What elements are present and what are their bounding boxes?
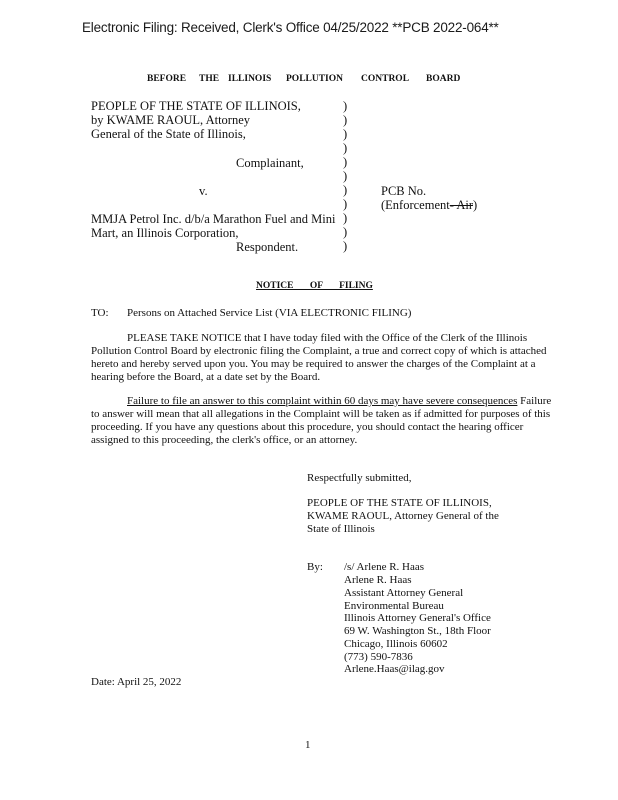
signature-line: 69 W. Washington St., 18th Floor (344, 625, 491, 637)
board-title-word: THE (199, 74, 220, 84)
notice-title: NOTICE OF FILING (256, 281, 373, 291)
plaintiff-line: PEOPLE OF THE STATE OF ILLINOIS, (91, 99, 301, 113)
warning-underlined: Failure to file an answer to this complaint within 60 days may have severe consequences (127, 395, 518, 407)
case-type-suffix: ) (472, 198, 478, 212)
board-title-word: CONTROL (361, 74, 410, 84)
respondent-line: MMJA Petrol Inc. d/b/a Marathon Fuel and Mini (91, 212, 336, 226)
signature-line: Illinois Attorney General's Office (344, 612, 491, 624)
signature-line: (773) 590-7836 (344, 651, 413, 663)
signature-line: Assistant Attorney General (344, 587, 464, 599)
versus-label: v. (199, 184, 208, 198)
caption-bracket: ) ) ) ) ) ) ) ) ) ) ) (343, 99, 348, 253)
submitter-line: State of Illinois (307, 523, 375, 535)
signature-line: Arlene R. Haas (344, 574, 412, 586)
filing-stamp: Electronic Filing: Received, Clerk's Office 04/25/2022 **PCB 2022-064** (82, 20, 499, 35)
date-line: Date: April 25, 2022 (91, 676, 182, 688)
signature-email: Arlene.Haas@ilag.gov (344, 663, 445, 675)
case-number: PCB No. (381, 184, 427, 198)
signature-line: /s/ Arlene R. Haas (344, 561, 425, 573)
to-value: Persons on Attached Service List (VIA ELECTRONIC FILING) (127, 307, 412, 319)
warning-paragraph (91, 395, 561, 447)
warning-text: Failure to answer will mean that all allegations in the Complaint will be taken as if admitted for purposes of this proceeding. If you have any questions about this procedure, you should contact the hearing officer assigned to this proceeding, the clerk's office, or an attorney. (91, 395, 552, 446)
to-label: TO: (91, 307, 109, 319)
respondent-line: Mart, an Illinois Corporation, (91, 226, 239, 240)
board-title-word: ILLINOIS (228, 74, 272, 84)
page-number: 1 (305, 739, 311, 751)
plaintiff-line: by KWAME RAOUL, Attorney (91, 113, 251, 127)
case-type (381, 198, 477, 212)
board-title-word: BOARD (426, 74, 461, 84)
case-type-struck: - Air (449, 198, 473, 212)
by-label: By: (307, 561, 323, 573)
board-title-word: POLLUTION (286, 74, 344, 84)
closing-text: Respectfully submitted, (307, 472, 412, 484)
board-title-word: BEFORE (147, 74, 187, 84)
signature-line: Chicago, Illinois 60602 (344, 638, 448, 650)
submitter-line: PEOPLE OF THE STATE OF ILLINOIS, (307, 497, 492, 509)
notice-paragraph: PLEASE TAKE NOTICE that I have today filed with the Office of the Clerk of the Illinois Pollution Control Board by electronic filing the Complaint, a true and correct copy of which is attached hereto and hereby served upon you. You may be required to answer the charges of the Complaint at a hearing before the Board, at a date set by the Board. (91, 332, 547, 383)
complainant-label: Complainant, (236, 156, 304, 170)
respondent-label: Respondent. (236, 240, 299, 254)
signature-line: Environmental Bureau (344, 600, 444, 612)
case-type-prefix: (Enforcement (381, 198, 450, 212)
plaintiff-line: General of the State of Illinois, (91, 127, 246, 141)
submitter-line: KWAME RAOUL, Attorney General of the (307, 510, 499, 522)
